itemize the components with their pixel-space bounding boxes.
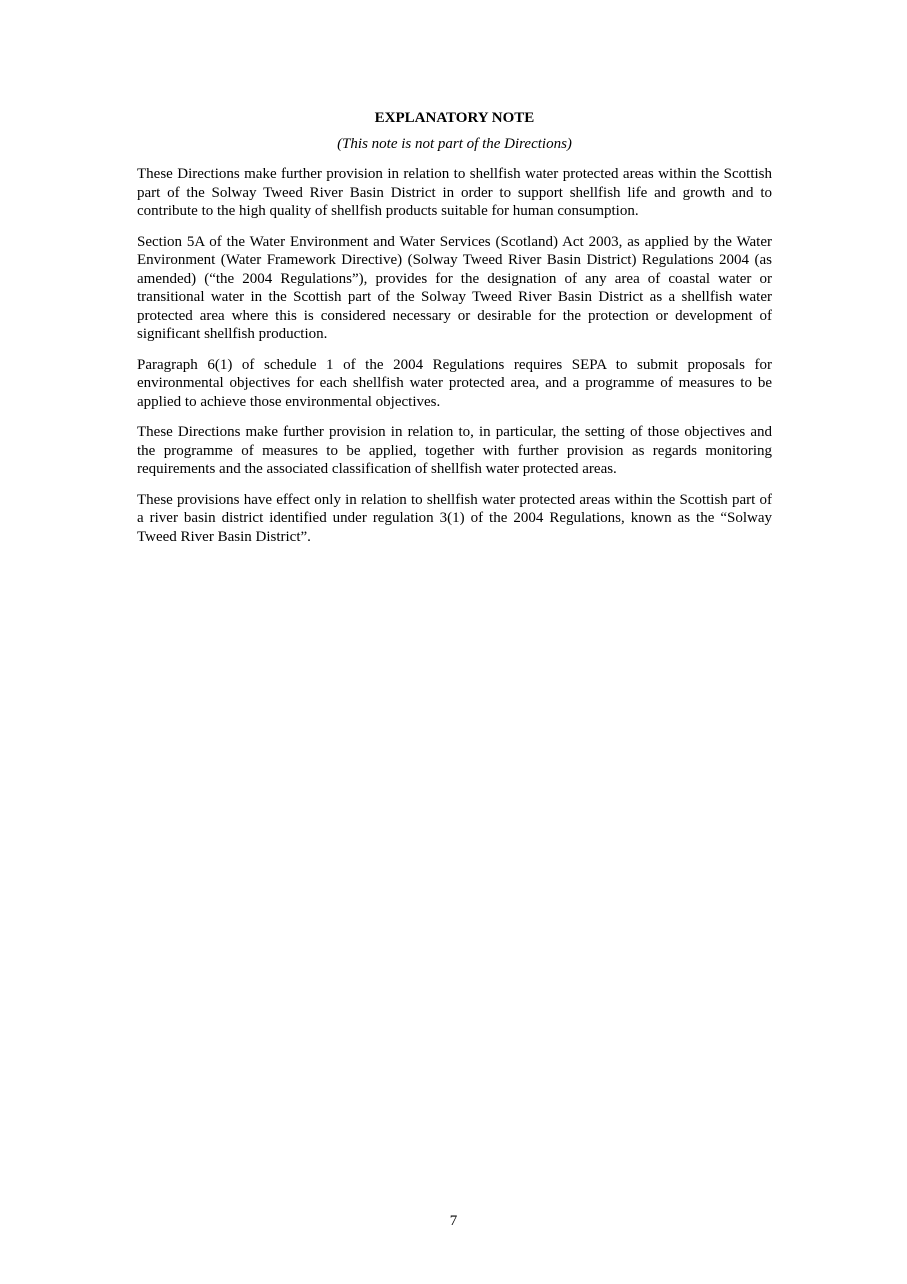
note-subheading: (This note is not part of the Directions): [337, 136, 572, 152]
explanatory-note: [137, 107, 772, 558]
page-number: 7: [449, 1213, 458, 1229]
paragraph-section-5a: Section 5A of the Water Environment and Water Services (Scotland) Act 2003, as applied by the Water Environment (Water Framework Directive) (Solway Tweed River Basin District) Regulations 2004 (as amended) (“the 2004 Regulations”), provides for the designation of any area of coastal water or transitional water in the Scottish part of the Solway Tweed River Basin District as a shellfish water protected area where this is considered necessary or desirable for the protection or development of significant shellfish production.: [137, 233, 772, 342]
paragraph-schedule-1: Paragraph 6(1) of schedule 1 of the 2004 Regulations requires SEPA to submit proposals for environmental objectives for each shellfish water protected area, and a programme of measures to be applied to achieve those environmental objectives.: [137, 356, 772, 410]
paragraph-purpose: These Directions make further provision in relation to shellfish water protected areas within the Scottish part of the Solway Tweed River Basin District in order to support shellfish life and growth and to contribute to the high quality of shellfish products suitable for human consumption.: [137, 166, 772, 219]
paragraph-effect: These provisions have effect only in relation to shellfish water protected areas within the Scottish part of a river basin district identified under regulation 3(1) of the 2004 Regulations, known as the “Solway Tweed River Basin District”.: [137, 491, 772, 545]
note-heading: EXPLANATORY NOTE: [374, 110, 535, 126]
paragraph-further-provision: These Directions make further provision in relation to, in particular, the setting of those objectives and the programme of measures to be applied, together with further provision as regards monitoring requirements and the associated classification of shellfish water protected areas.: [137, 424, 772, 477]
